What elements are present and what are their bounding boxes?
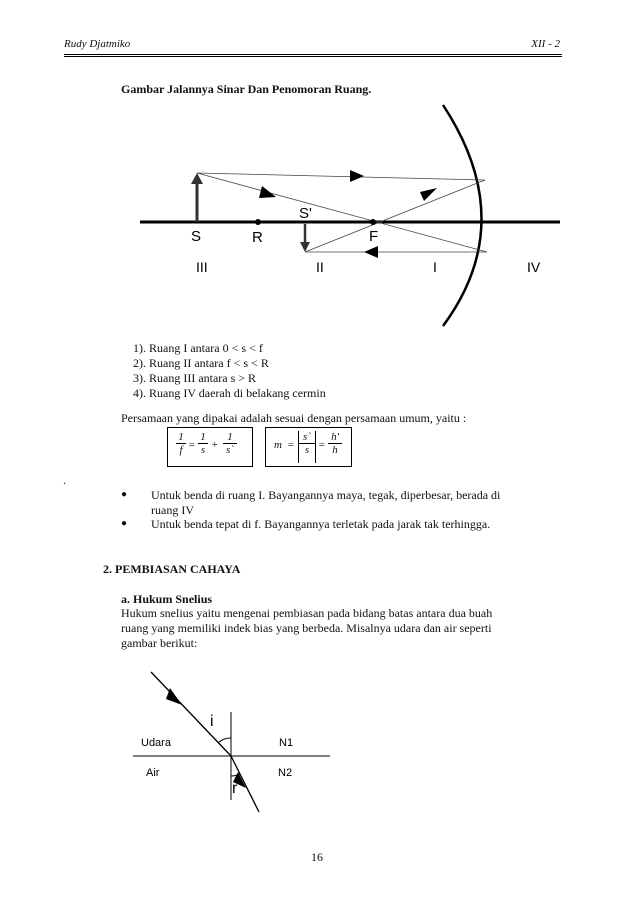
label-udara: Udara <box>141 737 171 749</box>
label-s: S <box>191 228 202 245</box>
formula1-plus: + <box>211 439 219 451</box>
formula1-b-num: 1 <box>227 431 233 443</box>
paragraph-line-2: ruang yang memiliki indek bias yang berbeda. Misalnya udara dan air seperti <box>121 621 492 635</box>
formula2-b-den: h <box>328 443 342 456</box>
stray-dot: . <box>63 473 66 487</box>
formula1-a-den: s <box>198 443 208 456</box>
bullet-icon: ● <box>121 489 128 500</box>
ray-reflected-through-f <box>305 180 485 252</box>
point-r <box>255 219 261 225</box>
ray-parallel <box>197 173 485 180</box>
ray-arrowhead-4 <box>364 246 378 258</box>
paragraph-line-3: gambar berikut: <box>121 636 198 650</box>
ray-through-f <box>197 173 487 252</box>
label-s-prime: S' <box>299 205 312 222</box>
ray-arrowhead-1 <box>350 170 364 182</box>
bullet-1-line-2: ruang IV <box>151 503 194 517</box>
space-list-item-3: 3). Ruang III antara s > R <box>133 371 257 385</box>
bullet-2-line-1: Untuk benda tepat di f. Bayangannya terletak pada jarak tak terhingga. <box>151 517 491 531</box>
figure1-title: Gambar Jalannya Sinar Dan Penomoran Ruang. <box>121 82 372 96</box>
magnification-formula-box <box>265 427 352 467</box>
formula1-lhs-den: f <box>176 443 186 456</box>
formula1-a-num: 1 <box>200 431 206 443</box>
space-list-item-1: 1). Ruang I antara 0 < s < f <box>133 341 263 355</box>
label-ruang-iv: IV <box>527 259 541 275</box>
label-ruang-iii: III <box>196 259 208 275</box>
mirror-ray-diagram <box>0 0 638 340</box>
object-arrow-head <box>191 173 203 184</box>
page-number: 16 <box>311 850 323 864</box>
label-i: i <box>210 713 214 730</box>
refraction-diagram <box>0 660 638 830</box>
concave-mirror <box>443 105 482 326</box>
formula2-b-num: h' <box>331 431 339 443</box>
space-list-item-2: 2). Ruang II antara f < s < R <box>133 356 269 370</box>
formula1-b-den: s` <box>223 443 237 456</box>
section-heading: 2. PEMBIASAN CAHAYA <box>103 562 241 576</box>
formula2-a-den: s <box>299 443 315 456</box>
formula1-lhs-num: 1 <box>178 431 184 443</box>
formula1-eq: = <box>188 439 196 451</box>
point-f <box>370 219 376 225</box>
formula2-m: m <box>274 439 282 451</box>
label-r-angle: r <box>232 780 238 797</box>
space-list-item-4: 4). Ruang IV daerah di belakang cermin <box>133 386 326 400</box>
label-air: Air <box>146 767 160 779</box>
mirror-formula-box <box>167 427 253 467</box>
ray-arrowhead-3 <box>420 188 437 201</box>
paragraph-line-1: Hukum snelius yaitu mengenai pembiasan pada bidang batas antara dua buah <box>121 606 493 620</box>
label-r: R <box>252 229 263 246</box>
label-f: F <box>369 228 379 245</box>
label-ruang-ii: II <box>316 259 324 275</box>
label-n1: N1 <box>279 737 294 749</box>
sub-heading: a. Hukum Snelius <box>121 592 213 606</box>
label-ruang-i: I <box>433 259 437 275</box>
bullet-1-line-1: Untuk benda di ruang I. Bayangannya maya, tegak, diperbesar, berada di <box>151 488 501 502</box>
label-n2: N2 <box>278 767 293 779</box>
angle-i-arc <box>218 738 231 743</box>
formula2-eq1: = <box>287 439 295 451</box>
equation-intro: Persamaan yang dipakai adalah sesuai dengan persamaan umum, yaitu : <box>121 411 467 425</box>
bullet-icon: ● <box>121 518 128 529</box>
formula2-eq2: = <box>318 439 326 451</box>
formula2-a-num: s` <box>303 431 311 443</box>
header-author: Rudy Djatmiko <box>64 38 131 50</box>
header-class: XII - 2 <box>531 38 560 50</box>
ray-arrowhead-2 <box>259 186 276 198</box>
